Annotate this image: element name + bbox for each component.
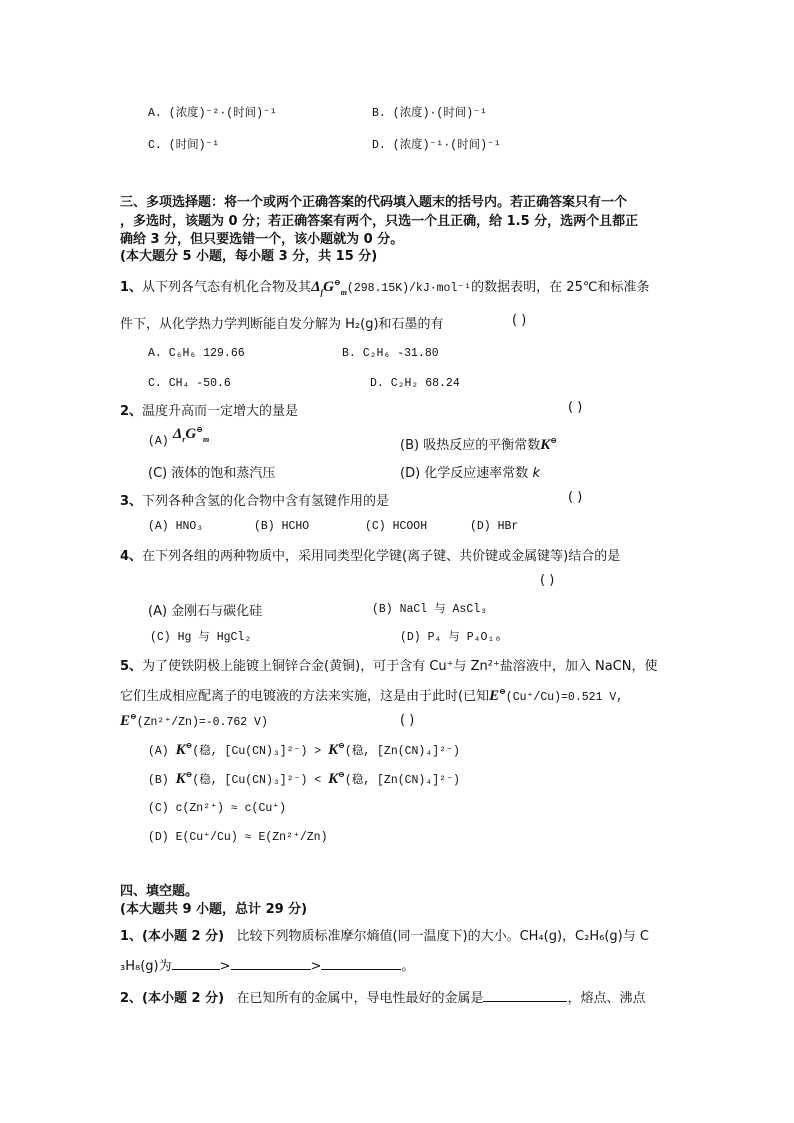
q2-option-d	[400, 462, 540, 481]
q5-line1	[120, 655, 657, 674]
k-standard-icon: K⊖	[328, 770, 345, 787]
q5-option-a	[148, 742, 460, 759]
option-c: C. (时间)⁻¹	[148, 139, 220, 152]
q5-option-a-label: (A)	[148, 745, 169, 758]
s4-q1-end: 。	[401, 959, 415, 974]
s4-q1-line2-text: ₃H₈(g)为	[120, 959, 172, 974]
e-standard-icon: E⊖	[120, 712, 137, 729]
s4-q2-line1	[120, 987, 645, 1006]
q1-option-b: B. C₂H₆ -31.80	[342, 347, 439, 360]
section4-title: 四、填空题。	[120, 884, 199, 899]
q4-option-a: (A) 金刚石与碳化硅	[148, 604, 263, 619]
q5-number: 5、	[120, 659, 143, 674]
q4-option-c: (C) Hg 与 HgCl₂	[150, 631, 252, 644]
q5-line1-text: 为了使铁阴极上能镀上铜锌合金(黄铜)，可于含有 Cu⁺与 Zn²⁺盐溶液中，加入 NaCN，使	[142, 659, 658, 674]
q1-option-a: A. C₆H₆ 129.66	[148, 347, 245, 360]
option-b: B. (浓度)·(时间)⁻¹	[372, 107, 488, 120]
q1-answer-paren[interactable]: ( )	[512, 313, 527, 328]
q5-option-a-text2: (稳, [Zn(CN)₄]²⁻)	[344, 745, 460, 758]
s4-q1-number: 1、	[120, 929, 143, 944]
section3-title-line1: 三、多项选择题：将一个或两个正确答案的代码填入题末的括号内。若正确答案只有一个	[120, 195, 628, 210]
option-a: A. (浓度)⁻²·(时间)⁻¹	[148, 107, 277, 120]
fill-blank-4[interactable]	[483, 989, 567, 1002]
q4-text: 在下列各组的两种物质中，采用同类型化学键(离子键、共价键或金属键等)结合的是	[142, 549, 621, 564]
q3-option-c: (C) HCOOH	[365, 520, 428, 533]
q2-line	[120, 400, 298, 419]
q5-option-a-text: (稳, [Cu(CN)₃]²⁻) >	[192, 745, 329, 758]
q1-number: 1、	[120, 280, 143, 295]
q5-answer-paren[interactable]: ( )	[400, 713, 415, 728]
q3-option-b: (B) HCHO	[254, 520, 310, 533]
q1-line2	[120, 313, 444, 332]
q5-line3-value: (Zn²⁺/Zn)=-0.762 V)	[136, 716, 268, 729]
q1-option-c: C. CH₄ -50.6	[148, 377, 231, 390]
s4-q1-text: 比较下列物质标准摩尔熵值(同一温度下)的大小。CH₄(g)，C₂H₆(g)与 C	[236, 929, 649, 944]
q4-option-b: (B) NaCl 与 AsCl₃	[372, 603, 488, 616]
q1-text-a: 从下列各气态有机化合物及其	[142, 280, 312, 295]
q5-option-b-label: (B)	[148, 774, 169, 787]
q3-option-a: (A) HNO₃	[148, 520, 204, 533]
fill-blank-2[interactable]	[231, 957, 311, 970]
option-d: D. (浓度)⁻¹·(时间)⁻¹	[372, 139, 501, 152]
q5-option-b-text: (稳, [Cu(CN)₃]²⁻) <	[192, 774, 329, 787]
s4-q1-line2	[120, 955, 414, 974]
q5-option-b	[148, 771, 460, 788]
q2-option-b	[400, 434, 557, 454]
k-standard-icon: K⊖	[175, 741, 193, 758]
s4-q1-gt1: >	[219, 959, 231, 974]
s4-q2-score: (本小题 2 分)	[142, 991, 225, 1006]
s4-q2-end: ，熔点、沸点	[567, 991, 646, 1006]
q3-option-d: (D) HBr	[470, 520, 519, 533]
q4-answer-paren[interactable]: ( )	[540, 573, 555, 588]
s4-q1-score: (本小题 2 分)	[142, 929, 225, 944]
s4-q2-text: 在已知所有的金属中，导电性最好的金属是	[236, 991, 484, 1006]
q2-option-d-k: k	[532, 466, 540, 481]
section3-title-line4: (本大题分 5 小题，每小题 3 分，共 15 分)	[120, 249, 378, 264]
q1-text-b: (298.15K)/kJ·mol⁻¹	[346, 282, 472, 295]
q3-number: 3、	[120, 494, 143, 509]
q1-line2-text: 件下，从化学热力学判断能自发分解为 H₂(g)和石墨的有	[120, 317, 444, 332]
q5-line3	[120, 713, 268, 730]
q5-line2-text: 它们生成相应配离子的电镀液的方法来实施，这是由于此时(已知	[120, 689, 490, 704]
q1-text-c: 的数据表明，在 25℃和标准条	[471, 280, 650, 295]
gibbs-symbol-icon: $\Delta_fG^⊖_m$	[311, 278, 347, 297]
q3-line	[120, 490, 389, 509]
section4-subtitle: (本大题共 9 小题，总计 29 分)	[120, 902, 308, 917]
q3-answer-paren[interactable]: ( )	[568, 490, 583, 505]
k-standard-icon: K⊖	[175, 770, 193, 787]
q2-answer-paren[interactable]: ( )	[568, 400, 583, 415]
q2-text: 温度升高而一定增大的量是	[142, 404, 299, 419]
q4-line	[120, 545, 620, 564]
section3-title-line2: ，多选时，该题为 0 分；若正确答案有两个，只选一个且正确，给 1.5 分，选两个且都正	[120, 214, 639, 229]
fill-blank-3[interactable]	[321, 957, 401, 970]
k-standard-icon: K⊖	[540, 436, 557, 453]
q2-number: 2、	[120, 404, 143, 419]
q3-text: 下列各种含氢的化合物中含有氢键作用的是	[142, 494, 390, 509]
e-standard-icon: E⊖	[489, 687, 506, 704]
q5-option-c: (C) c(Zn²⁺) ≈ c(Cu⁺)	[148, 802, 287, 815]
s4-q2-number: 2、	[120, 991, 143, 1006]
q2-option-d-text: (D) 化学反应速率常数	[400, 466, 529, 481]
s4-q1-line1	[120, 925, 649, 944]
q2-option-a	[148, 425, 210, 449]
k-standard-icon: K⊖	[328, 741, 345, 758]
q2-option-c: (C) 液体的饱和蒸汽压	[148, 466, 276, 481]
q2-option-a-label: (A)	[148, 435, 169, 448]
fill-blank-1[interactable]	[172, 957, 220, 970]
q4-option-d: (D) P₄ 与 P₄O₁₀	[400, 631, 502, 644]
gibbs-symbol-icon: $\Delta_rG^⊖_m$	[172, 425, 210, 444]
q1-option-d: D. C₂H₂ 68.24	[370, 377, 460, 390]
q5-line2-value: (Cu⁺/Cu)=0.521 V,	[505, 691, 624, 704]
q5-option-d: (D) E(Cu⁺/Cu) ≈ E(Zn²⁺/Zn)	[148, 831, 328, 844]
q5-line2	[120, 685, 623, 705]
q2-option-b-text: (B) 吸热反应的平衡常数	[400, 438, 541, 453]
s4-q1-gt2: >	[310, 959, 322, 974]
section3-title-line3: 确给 3 分，但只要选错一个，该小题就为 0 分。	[120, 232, 404, 247]
q5-option-b-text2: (稳, [Zn(CN)₄]²⁻)	[344, 774, 460, 787]
q4-number: 4、	[120, 549, 143, 564]
q1-line1	[120, 276, 649, 296]
